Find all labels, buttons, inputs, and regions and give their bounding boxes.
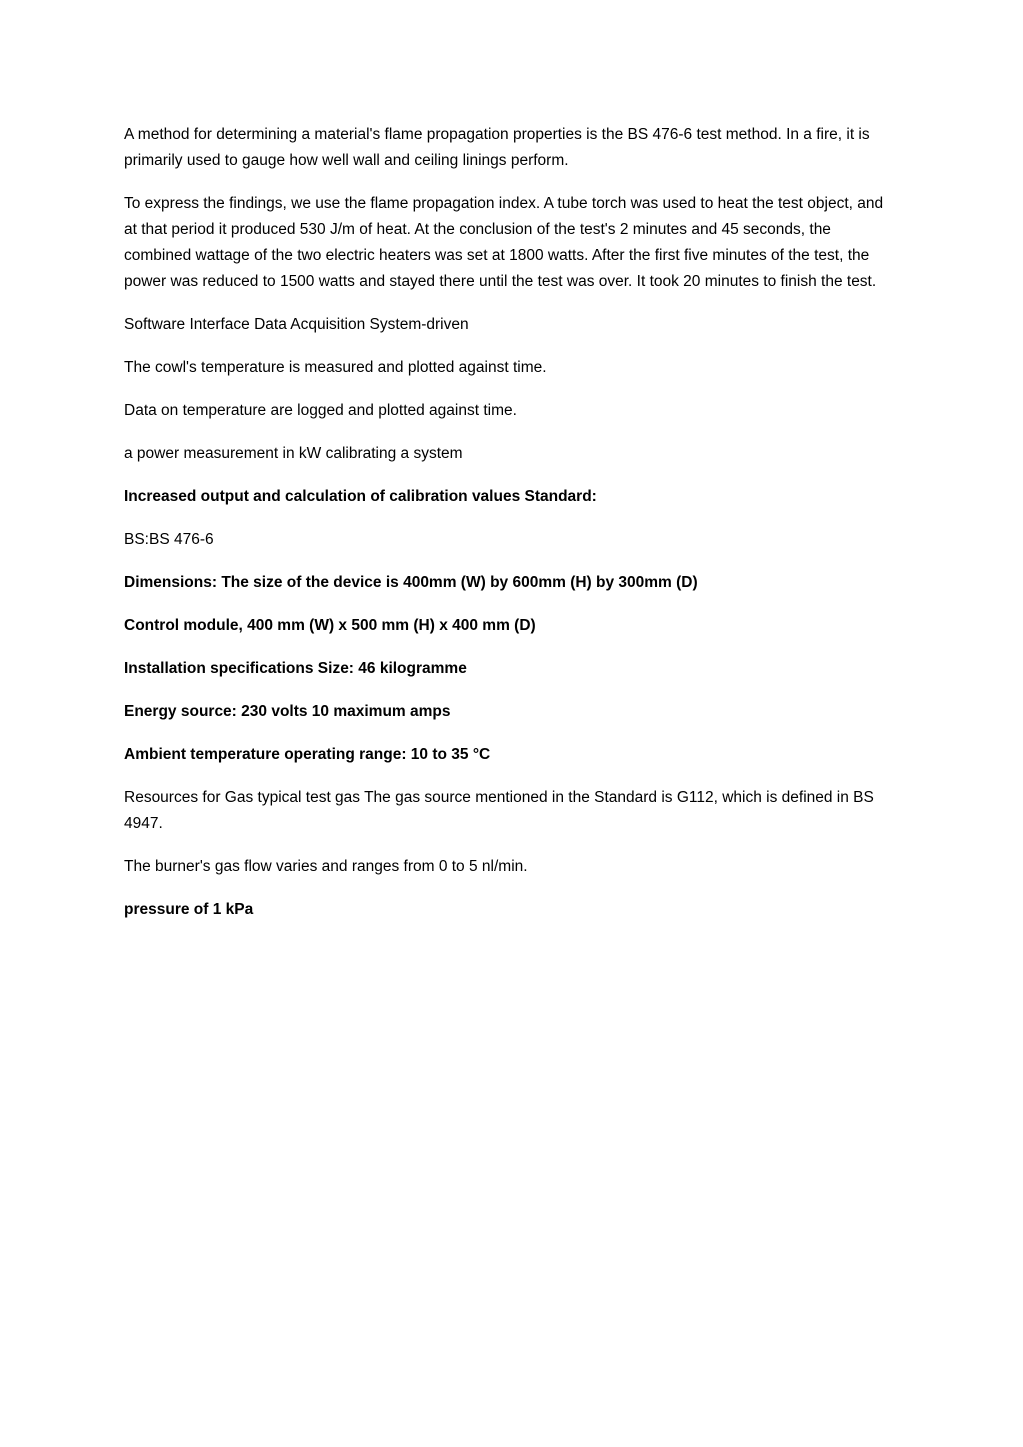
- installation-line: Installation specifications Size: 46 kilogramme: [124, 660, 467, 677]
- gas-resources-paragraph: Resources for Gas typical test gas The gas source mentioned in the Standard is G112, which is defined in BS 4947.: [124, 789, 874, 832]
- intro-paragraph: A method for determining a material's flame propagation properties is the BS 476-6 test method. In a fire, it is primarily used to gauge how well wall and ceiling linings perform.: [124, 126, 870, 169]
- document-page: [124, 122, 894, 940]
- power-measurement-line: a power measurement in kW calibrating a system: [124, 445, 463, 462]
- control-module-line: Control module, 400 mm (W) x 500 mm (H) x 400 mm (D): [124, 617, 536, 634]
- software-line: Software Interface Data Acquisition System-driven: [124, 316, 469, 333]
- temperature-data-line: Data on temperature are logged and plotted against time.: [124, 402, 517, 419]
- energy-source-line: Energy source: 230 volts 10 maximum amps: [124, 703, 451, 720]
- dimensions-line: Dimensions: The size of the device is 400mm (W) by 600mm (H) by 300mm (D): [124, 574, 698, 591]
- cowl-temperature-line: The cowl's temperature is measured and plotted against time.: [124, 359, 547, 376]
- findings-paragraph: To express the findings, we use the flame propagation index. A tube torch was used to heat the test object, and at that period it produced 530 J/m of heat. At the conclusion of the test's 2 minutes and 45 seconds, the combined wattage of the two electric heaters was set at 1800 watts. After the first five minutes of the test, the power was reduced to 1500 watts and stayed there until the test was over. It took 20 minutes to finish the test.: [124, 195, 884, 290]
- gas-flow-line: The burner's gas flow varies and ranges from 0 to 5 nl/min.: [124, 858, 528, 875]
- pressure-line: pressure of 1 kPa: [124, 901, 254, 918]
- standard-line: BS:BS 476-6: [124, 531, 214, 548]
- ambient-temperature-line: Ambient temperature operating range: 10 to 35 °C: [124, 746, 491, 763]
- calibration-heading: Increased output and calculation of calibration values Standard:: [124, 488, 597, 505]
